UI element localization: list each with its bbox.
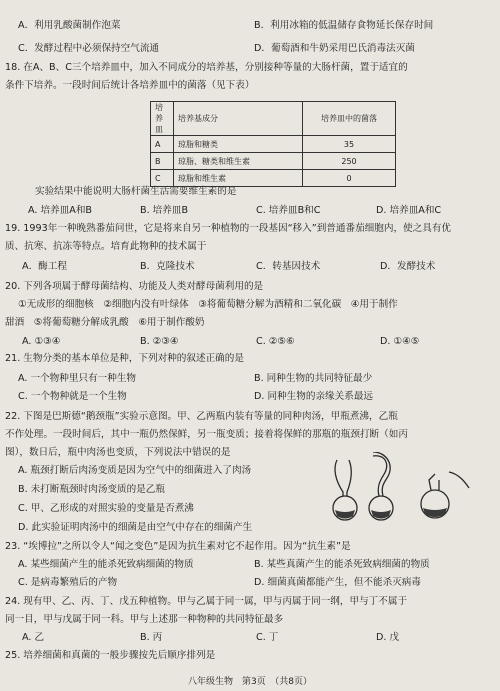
text-line: ①无成形的细胞核 ②细胞内没有叶绿体 ③将葡萄糖分解为酒精和二氧化碳 ④用于制作 (18, 299, 398, 310)
text-line: D. 细菌真菌都能产生，但不能杀灭病毒 (254, 577, 421, 588)
answer-option: A. 乙 (22, 632, 45, 643)
table-cell: C (151, 170, 174, 187)
text-line: 23. “埃博拉”之所以令人“闻之变色”是因为抗生素对它不起作用。因为“抗生素”是 (5, 541, 351, 552)
answer-option: A. ①③④ (22, 336, 61, 347)
table-cell: 琼脂和糖类 (174, 136, 303, 153)
text-line: 25. 培养细菌和真菌的一般步骤按先后顺序排列是 (5, 650, 216, 661)
swan-neck-flask-diagram (325, 452, 475, 524)
text-line: B. 某些真菌产生的能杀死致病细菌的物质 (254, 559, 430, 570)
text-line: C. 甲、乙形成的对照实验的变量是否煮沸 (18, 503, 194, 514)
table-header-row (151, 102, 396, 136)
answer-option: D. 培养皿A和C (376, 205, 442, 216)
answer-option: B. 培养皿B (140, 205, 189, 216)
answer-option: A．酶工程 (22, 261, 67, 272)
answer-option: D. 戊 (376, 632, 400, 643)
text-line: 18. 在A、B、C三个培养皿中，加入不同成分的培养基，分别接种等量的大肠杆菌，置于适宜的 (5, 62, 408, 73)
text-line: 21. 生物分类的基本单位是种，下列对种的叙述正确的是 (5, 353, 244, 364)
text-line: 同一目，甲与戊属于同一科。甲与上述那一种物种的共同特征最多 (5, 614, 284, 625)
text-line: B. 未打断瓶颈时肉汤变质的是乙瓶 (18, 484, 165, 495)
answer-option: A. 一个物种里只有一种生物 (18, 373, 137, 384)
table-cell: A (151, 136, 174, 153)
table-header: 培养基成分 (174, 102, 303, 136)
text-line: D. 此实验证明肉汤中的细菌是由空气中存在的细菌产生 (18, 522, 253, 533)
text-line: A. 某些细菌产生的能杀死致病细菌的物质 (18, 559, 194, 570)
text-line: 质、抗寒、抗冻等特点。培育此物种的技术属于 (5, 241, 207, 252)
answer-option: D. 同种生物的亲缘关系最远 (254, 391, 374, 402)
text-line: 甜酒 ⑤将葡萄糖分解成乳酸 ⑥用于制作酸奶 (5, 317, 205, 328)
table-row (151, 170, 396, 187)
text-line: 20. 下列各项属于酵母菌结构、功能及人类对酵母菌利用的是 (5, 281, 264, 292)
answer-option: C. 丁 (256, 632, 279, 643)
text-line: C．发酵过程中必须保持空气流通 (18, 43, 160, 54)
table-cell: 35 (303, 136, 396, 153)
text-line: 不作处理。一段时间后，其中一瓶仍然保鲜，另一瓶变质；接着将保鲜的那瓶的瓶颈打断（如丙 (5, 429, 408, 440)
answer-option: B. 丙 (140, 632, 163, 643)
text-line: 实验结果中能说明大肠杆菌生活需要维生素的是 (35, 186, 237, 197)
text-line: C. 是病毒繁殖后的产物 (18, 577, 118, 588)
text-line: A．利用乳酸菌制作泡菜 (18, 20, 121, 31)
page-footer: 八年级生物 第3页 （共8页） (188, 677, 312, 687)
text-line: 22. 下图是巴斯德“鹅颈瓶”实验示意图。甲、乙两瓶内装有等量的同种肉汤，甲瓶煮沸，乙瓶 (5, 411, 398, 422)
text-line: A. 瓶颈打断后肉汤变质是因为空气中的细菌进入了肉汤 (18, 465, 252, 476)
table-header: 培养皿中的菌落 (303, 102, 396, 136)
text-line: 19. 1993年一种晚熟番茄问世，它是将来自另一种植物的一段基因“移入”到普通番茄细胞内，使之具有优 (5, 223, 452, 234)
table-cell: B (151, 153, 174, 170)
answer-option: C. ②⑤⑥ (256, 336, 295, 347)
table-cell: 琼脂和维生素 (174, 170, 303, 187)
table-cell: 琼脂、糖类和维生素 (174, 153, 303, 170)
answer-option: C. 一个物种就是一个生物 (18, 391, 127, 402)
q18-culture-table (150, 101, 396, 187)
text-line: 24. 现有甲、乙、丙、丁、戊五种植物。甲与乙属于同一属，甲与丙属于同一纲，甲与丁不属于 (5, 596, 408, 607)
answer-option: D．发酵技术 (380, 261, 436, 272)
answer-option: A. 培养皿A和B (28, 205, 93, 216)
table-cell: 250 (303, 153, 396, 170)
answer-option: B．克隆技术 (140, 261, 195, 272)
text-line: 图），数日后，瓶中肉汤也变质，下列说法中错误的是 (5, 447, 231, 458)
answer-option: B. 同种生物的共同特征最少 (254, 373, 373, 384)
text-line: B．利用冰箱的低温储存食物延长保存时间 (254, 20, 434, 31)
answer-option: D. ①④⑤ (380, 336, 420, 347)
table-header: 培养皿 (151, 102, 174, 136)
table-row (151, 153, 396, 170)
table-cell: 0 (303, 170, 396, 187)
answer-option: B. ②③④ (140, 336, 179, 347)
table-row (151, 136, 396, 153)
text-line: 条件下培养。一段时间后统计各培养皿中的菌落（见下表） (5, 80, 255, 91)
answer-option: C. 培养皿B和C (256, 205, 321, 216)
answer-option: C．转基因技术 (256, 261, 321, 272)
text-line: D．葡萄酒和牛奶采用巴氏消毒法灭菌 (254, 43, 415, 54)
